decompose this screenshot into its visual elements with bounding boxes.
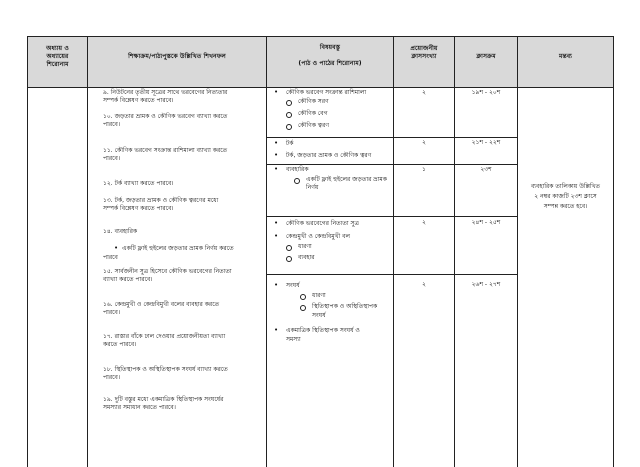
outcome-line: পারবে। <box>103 309 121 316</box>
bullet-icon: • <box>274 281 279 289</box>
header-class-sequence: ক্লাসক্রম <box>476 53 496 60</box>
table-border-left <box>27 36 28 467</box>
class-sequence: ২৩শ <box>480 166 492 173</box>
outcome-line: ১২. টর্ক ব্যাখ্যা করতে পারবে। <box>103 180 174 187</box>
outcome-line: ব্যাখ্যা করতে পারবে। <box>103 276 153 283</box>
outcome-line: ১৫. সার্বজনীন সুত্র হিসেবে কৌণিক ভরবেগের নিত্যতা <box>103 268 232 275</box>
content-line: ধারণা <box>312 292 326 299</box>
column-divider <box>517 36 518 467</box>
class-sequence: ২৪শ - ২৫শ <box>471 219 501 226</box>
content-line: সমস্যা <box>286 336 301 343</box>
column-divider <box>87 36 88 467</box>
content-line: কৌণিক সরণ <box>298 98 329 105</box>
content-line: স্থিতিস্থাপক ও অস্থিতিস্থাপক <box>312 303 378 310</box>
column-divider <box>393 36 394 467</box>
outcome-line: পারবে। <box>103 121 121 128</box>
row-divider <box>266 216 518 217</box>
header-learning-outcomes: শিক্ষাক্রম/পাঠ্যপুস্তকে উল্লিখিত শিখনফল <box>128 53 226 60</box>
content-line: কৌণিক ত্বরণ <box>298 122 329 129</box>
outcome-line: সম্পর্ক বিশ্লেষণ করতে পারবে। <box>103 205 174 212</box>
content-line: কেন্দ্রমুখী ও কেন্দ্রবিমুখী বল <box>286 233 350 240</box>
circle-bullet-icon <box>286 245 292 251</box>
content-line: কৌণিক ভরবেগের নিত্যতা সুত্র <box>286 220 359 227</box>
outcome-line: পারবে। <box>103 155 121 162</box>
class-sequence: ১৯শ - ২০শ <box>471 89 501 96</box>
bullet-icon: • <box>274 326 279 334</box>
circle-bullet-icon <box>300 294 306 300</box>
classes-count: ২ <box>422 139 426 146</box>
bullet-icon: • <box>274 165 279 173</box>
circle-bullet-icon <box>286 100 292 106</box>
row-divider <box>266 137 518 138</box>
circle-bullet-icon <box>300 305 306 311</box>
content-line: টর্ক, জড়তার ভ্রামক ও কৌণিক ত্বরণ <box>286 152 372 159</box>
outcome-line: ১৬. কেন্দ্রমুখী ও কেন্দ্রবিমুখী বলের ব্যবহার করতে <box>103 301 220 308</box>
content-line: সংঘর্ষ <box>286 282 300 289</box>
outcome-line: সম্পর্ক বিশ্লেষণ করতে পারবে। <box>103 97 174 104</box>
outcome-line: ১৩. টর্ক, জড়তার ভ্রামক ও কৌণিক ত্বরণের মধ্যে <box>103 197 219 204</box>
content-line: একটি ফ্লাই হুইলের জড়তার ভ্রামক <box>306 176 387 183</box>
classes-count: ১ <box>422 166 426 173</box>
content-line: টর্ক <box>286 140 294 147</box>
content-line: সংঘর্ষ <box>312 312 326 319</box>
outcome-line: ১৮. স্থিতিস্থাপক ও অস্থিতিস্থাপক সংঘর্ষ ব্যাখ্যা করতে <box>103 366 228 373</box>
remark-line: ২ নম্বর কাজটি ২৩শ ক্লাসে <box>534 193 597 200</box>
outcome-line: পারবে <box>103 254 118 261</box>
bullet-icon: • <box>274 151 279 159</box>
row-divider <box>266 274 518 275</box>
content-line: কৌণিক বেগ <box>298 110 328 117</box>
circle-bullet-icon <box>294 178 300 184</box>
outcome-line: ১৯. দুটি বস্তুর মধ্যে একমাত্রিক স্থিতিস্থাপক সংঘর্ষের <box>103 396 224 403</box>
outcome-line: ৯. নিউটনের তৃতীয় সূত্রের সাথে ভরবেগের নিত্যতার <box>103 89 228 96</box>
circle-bullet-icon <box>286 124 292 130</box>
header-content: বিষয়বস্তু (পাঠ ও পাঠের শিরোনাম) <box>298 44 362 67</box>
classes-count: ২ <box>422 219 426 226</box>
class-sequence: ২৬শ - ২৭শ <box>471 281 501 288</box>
row-divider <box>266 164 518 165</box>
bullet-icon: • <box>114 244 119 252</box>
circle-bullet-icon <box>286 112 292 118</box>
classes-count: ২ <box>422 281 426 288</box>
outcome-line: ১১. কৌণিক ভরবেগ সংক্রান্ত রাশিমালা ব্যাখ্যা করতে <box>103 147 228 154</box>
outcome-line: সমস্যার সমাধান করতে পারবে। <box>103 404 176 411</box>
content-line: ব্যবহারিক <box>286 166 309 173</box>
table-border-top <box>27 36 614 37</box>
outcome-line: করতে পারবে। <box>103 341 137 348</box>
outcome-line: পারবে। <box>103 374 121 381</box>
outcome-line: ১৭. রাস্তার বাঁকে ঢাল দেওয়ার প্রয়োজনীয়তা ব্যাখ্যা <box>103 333 226 340</box>
content-line: একমাত্রিক স্থিতিস্থাপক সংঘর্ষ ও <box>286 327 360 334</box>
bullet-icon: • <box>274 232 279 240</box>
content-line: ব্যবহার <box>298 254 315 261</box>
content-line: নির্ণয় <box>306 184 319 191</box>
header-required-classes: প্রয়োজনীয় ক্লাসসংখ্যা <box>410 45 438 60</box>
remark-line: সম্পন্ন করতে হবে। <box>543 203 588 210</box>
column-divider <box>454 36 455 467</box>
bullet-icon: • <box>274 219 279 227</box>
bullet-icon: • <box>274 88 279 96</box>
table-border-right <box>613 36 614 467</box>
outcome-line: ১০. জড়তার ভ্রামক ও কৌণিক ভরবেগ ব্যাখ্যা করতে <box>103 113 228 120</box>
header-divider <box>27 87 614 88</box>
classes-count: ২ <box>422 89 426 96</box>
class-sequence: ২১শ - ২২শ <box>471 139 501 146</box>
outcome-line: একটি ফ্লাই হুইলের জড়তার ভ্রামক নির্ণয় করতে <box>122 245 234 252</box>
outcome-line: ১৪. ব্যবহারিক <box>103 228 138 235</box>
column-divider <box>266 36 267 467</box>
content-line: কৌণিক ভরবেগ সংক্রান্ত রাশিমালা <box>286 89 367 96</box>
header-chapter: অধ্যায় ও অধ্যায়ের শিরোনাম <box>46 45 69 68</box>
bullet-icon: • <box>274 139 279 147</box>
content-line: ধারণা <box>298 243 312 250</box>
header-remarks: মন্তব্য <box>559 53 572 60</box>
circle-bullet-icon <box>286 256 292 262</box>
remark-line: ব্যবহারিক তালিকায় উল্লিখিত <box>530 183 601 190</box>
